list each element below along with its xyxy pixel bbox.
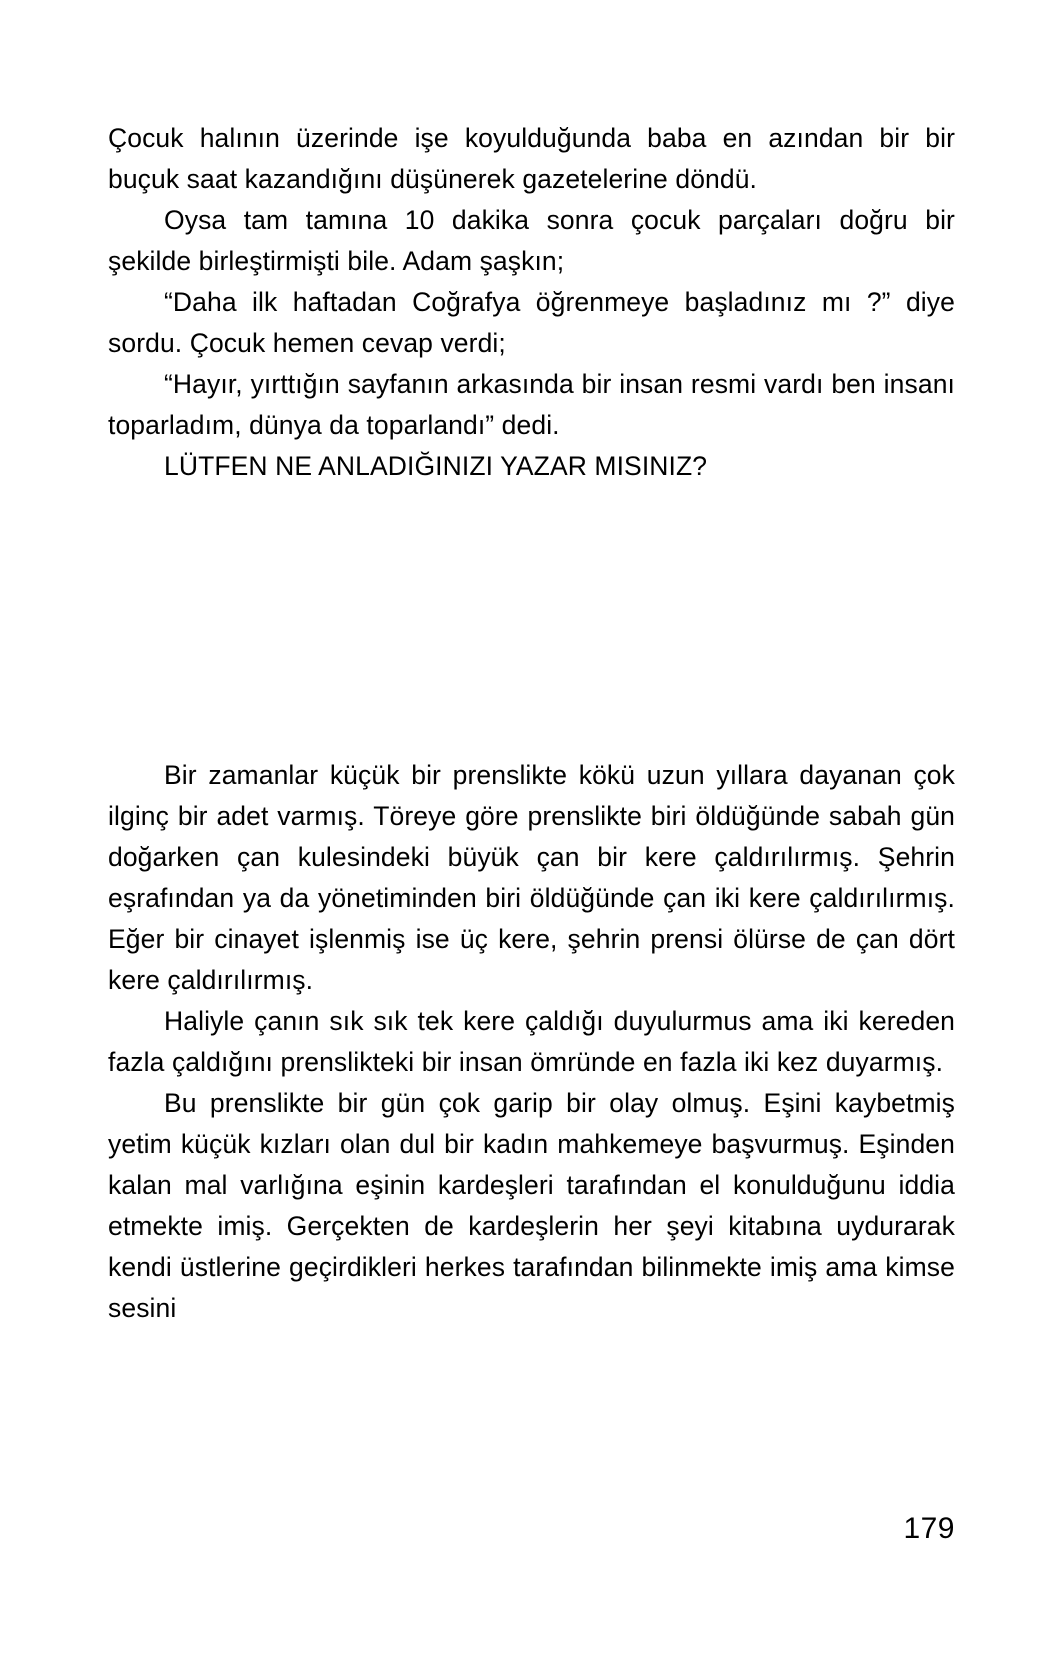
- reflection-prompt: LÜTFEN NE ANLADIĞINIZI YAZAR MISINIZ?: [164, 451, 708, 481]
- paragraph: Oysa tam tamına 10 dakika sonra çocuk parçaları doğru bir şekilde birleştirmişti bile. Adam şaşkın;: [108, 205, 955, 276]
- paragraph: Bu prenslikte bir gün çok garip bir olay olmuş. Eşini kaybetmiş yetim küçük kızları olan dul bir kadın mahkemeye başvurmuş. Eşinden kalan mal varlığına eşinin kardeşleri tarafından el konulduğunu iddia etmekte imiş. Gerçekten de kardeşlerin her şeyi kitabına uydurarak kendi üstlerine geçirdikleri herkes tarafından bilinmekte imiş ama kimse sesini: [108, 1088, 955, 1323]
- section-two: [108, 755, 955, 1329]
- paragraph: “Daha ilk haftadan Coğrafya öğrenmeye başladınız mı ?” diye sordu. Çocuk hemen cevap verdi;: [108, 287, 955, 358]
- paragraph: Çocuk halının üzerinde işe koyulduğunda baba en azından bir bir buçuk saat kazandığını düşünerek gazetelerine döndü.: [108, 123, 955, 194]
- page-number: 179: [903, 1512, 955, 1545]
- section-one: [108, 118, 955, 487]
- paragraph: “Hayır, yırttığın sayfanın arkasında bir insan resmi vardı ben insanı toparladım, dünya da toparlandı” dedi.: [108, 369, 955, 440]
- paragraph: Bir zamanlar küçük bir prenslikte kökü uzun yıllara dayanan çok ilginç bir adet varmış. Töreye göre prenslikte biri öldüğünde sabah gün doğarken çan kulesindeki büyük çan bir kere çaldırılırmış. Şehrin eşrafından ya da yönetiminden biri öldüğünde çan iki kere çaldırılırmış. Eğer bir cinayet işlenmiş ise üç kere, şehrin prensi ölürse de çan dört kere çaldırılırmış.: [108, 760, 955, 995]
- paragraph: Haliyle çanın sık sık tek kere çaldığı duyulurmus ama iki kereden fazla çaldığını prenslikteki bir insan ömründe en fazla iki kez duyarmış.: [108, 1006, 955, 1077]
- section-spacer: [108, 487, 955, 755]
